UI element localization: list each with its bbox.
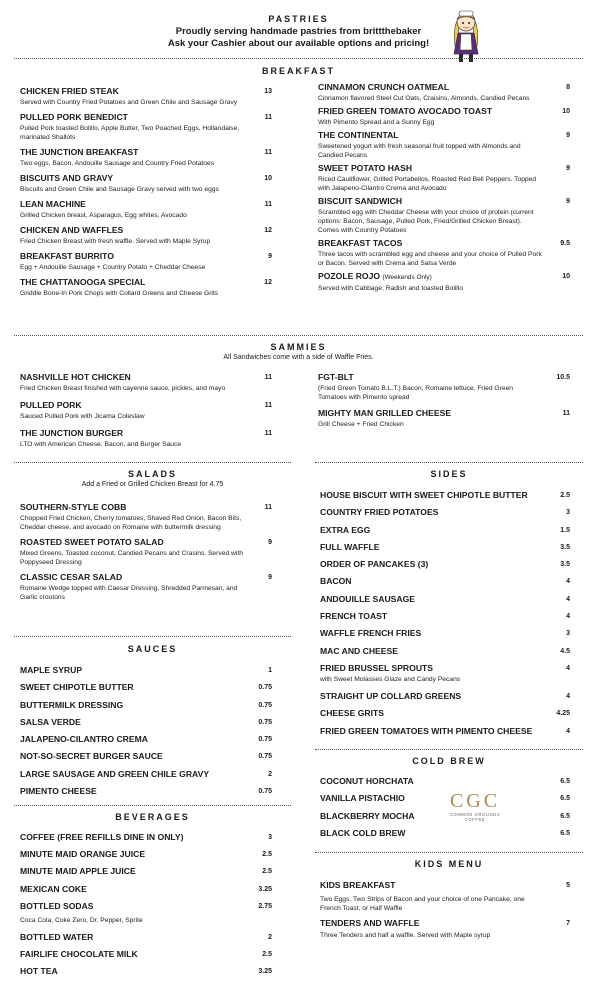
menu-item: MAPLE SYRUP 1	[20, 665, 272, 675]
menu-item: SWEET POTATO HASH 9 Riced Cauliflower, Grilled Portabellos, Roasted Red Bell Peppers. Topped with Jalapeno-Cilantro Crema and Avocado	[318, 163, 570, 192]
menu-item: THE JUNCTION BURGER 11 LTO with American Cheese, Bacon, and Burger Sauce	[20, 428, 272, 448]
menu-item: CHICKEN AND WAFFLES 12 Fried Chicken Breast with fresh waffle. Served with Maple Syrup	[20, 225, 272, 245]
header	[0, 14, 597, 50]
menu-item: THE CONTINENTAL 9 Sweetened yogurt with fresh seasonal fruit topped with Almonds and Candied Pecans	[318, 130, 570, 159]
sammies-header	[0, 342, 597, 361]
menu-item: BISCUIT SANDWICH 9 Scrambled egg with Cheddar Cheese with your choice of protein (current options: Bacon, Sausage, Pulled Pork, Fried/Grilled Chicken Breast). Comes with Country Potatoes	[318, 196, 570, 234]
menu-item: HOT TEA 3.25	[20, 966, 272, 977]
menu-item: CHICKEN FRIED STEAK 13 Served with Country Fried Potatoes and Green Chile and Sausage Gravy	[20, 86, 272, 106]
menu-item: BREAKFAST TACOS 9.5 Three tacos with scrambled egg and cheese and your choice of Pulled Pork or Bacon. Served with Crema and Salsa Verde	[318, 238, 570, 267]
sammies-title: SAMMIES	[270, 342, 327, 352]
divider	[315, 462, 583, 463]
menu-item: BOTTLED WATER 2	[20, 931, 272, 942]
menu-item: FRENCH TOAST 4	[320, 611, 570, 622]
menu-item: HOUSE BISCUIT WITH SWEET CHIPOTLE BUTTER 2.5	[320, 490, 570, 500]
menu-item: ROASTED SWEET POTATO SALAD 9 Mixed Greens, Toasted coconut, Candied Pecans and Crasins. Served with Poppyseed Dressing	[20, 537, 272, 566]
common-grounds-logo: CGC COMMON GROUNDS COFFEE	[449, 790, 501, 822]
sauces-title: SAUCES	[127, 644, 178, 654]
menu-item: COUNTRY FRIED POTATOES 3	[320, 507, 570, 518]
sides-column	[320, 490, 570, 743]
baker-mascot-illustration	[448, 8, 484, 64]
header-line-1: Proudly serving handmade pastries from brittthebaker	[175, 26, 422, 37]
menu-item: MINUTE MAID APPLE JUICE 2.5	[20, 866, 272, 877]
breakfast-title: BREAKFAST	[261, 66, 335, 76]
divider	[14, 462, 291, 463]
kids-menu-column	[320, 880, 570, 940]
menu-item: COFFEE (FREE REFILLS DINE IN ONLY) 3	[20, 832, 272, 842]
menu-item: ORDER OF PANCAKES (3) 3.5	[320, 559, 570, 570]
menu-item: SOUTHERN-STYLE COBB 11 Chopped Fried Chicken, Cherry tomatoes, Shaved Red Onion, Bacon Bits, Cheddar cheese, and avocado on Romaine with buttermilk dressing	[20, 502, 272, 531]
menu-item: TENDERS AND WAFFLE 7 Three Tenders and half a waffle. Served with Maple syrup	[320, 918, 570, 939]
menu-item: FAIRLIFE CHOCOLATE MILK 2.5	[20, 948, 272, 959]
menu-item: BLACK COLD BREW 6.5	[320, 827, 570, 838]
divider	[14, 636, 291, 637]
menu-item: FRIED BRUSSEL SPROUTS 4 with Sweet Molasses Glaze and Candy Pecans	[320, 662, 570, 683]
salads-header	[14, 469, 291, 488]
menu-item: MIGHTY MAN GRILLED CHEESE 11 Grill Cheese + Fried Chicken	[318, 408, 570, 428]
sammies-right-column	[318, 372, 570, 429]
menu-item: BUTTERMILK DRESSING 0.75	[20, 699, 272, 710]
kids-menu-title: KIDS MENU	[414, 859, 484, 869]
header-title: PASTRIES	[268, 14, 329, 24]
menu-item: PIMENTO CHEESE 0.75	[20, 786, 272, 797]
salads-column	[20, 502, 272, 602]
salads-title: SALADS	[127, 469, 177, 479]
menu-item: COCONUT HORCHATA 6.5	[320, 776, 570, 786]
menu-item: BREAKFAST BURRITO 9 Egg + Andouille Sausage + Country Potato + Cheddar Cheese	[20, 251, 272, 271]
menu-item: EXTRA EGG 1.5	[320, 524, 570, 535]
breakfast-left-column	[20, 86, 272, 298]
menu-item: VANILLA PISTACHIO 6.5	[320, 793, 570, 804]
sammies-left-column	[20, 372, 272, 449]
cold-brew-title: COLD BREW	[412, 756, 486, 766]
menu-item: MEXICAN COKE 3.25	[20, 883, 272, 894]
menu-item: PULLED PORK BENEDICT 11 Pulled Pork toasted Bolillo, Apple Butter, Two Poached Eggs, Hollandaise, marinated Shallots	[20, 112, 272, 141]
salads-note: Add a Fried or Grilled Chicken Breast for 4.75	[81, 481, 224, 488]
menu-item: LARGE SAUSAGE AND GREEN CHILE GRAVY 2	[20, 768, 272, 779]
menu-item: SALSA VERDE 0.75	[20, 716, 272, 727]
menu-item: FRIED GREEN TOMATO AVOCADO TOAST 10 With Pimento Spread and a Sunny Egg	[318, 106, 570, 126]
menu-item: BLACKBERRY MOCHA 6.5	[320, 810, 570, 821]
beverages-column	[20, 832, 272, 983]
menu-item: THE CHATTANOOGA SPECIAL 12 Griddle Bone-In Pork Chops with Collard Greens and Cheese Grits	[20, 277, 272, 297]
menu-item: FGT-BLT 10.5 (Fried Green Tomato B.L.T.) Bacon, Romaine lettuce, Fried Green Tomatoes with Pimento spread	[318, 372, 570, 401]
sauces-column	[20, 665, 272, 803]
divider	[315, 749, 583, 750]
menu-item: THE JUNCTION BREAKFAST 11 Two eggs, Bacon, Andouille Sausage and Country Fried Potatoes	[20, 147, 272, 167]
menu-item: PULLED PORK 11 Sauced Pulled Pork with Jicama Coleslaw	[20, 400, 272, 420]
menu-item: FULL WAFFLE 3.5	[320, 541, 570, 552]
menu-item: NASHVILLE HOT CHICKEN 11 Fried Chicken Breast finished with cayenne sauce, pickles, and mayo	[20, 372, 272, 392]
header-line-2: Ask your Cashier about our available options and pricing!	[167, 38, 430, 49]
menu-item: BISCUITS AND GRAVY 10 Biscuits and Green Chile and Sausage Gravy served with two eggs	[20, 173, 272, 193]
menu-item: CINNAMON CRUNCH OATMEAL 8 Cinnamon flavored Steel Cut Oats, Craisins, Almonds, Candied Pecans	[318, 82, 570, 102]
menu-item: POZOLE ROJO (Weekends Only) 10 Served with Cabbage, Radish and toasted Bolillo	[318, 271, 570, 292]
menu-item: SWEET CHIPOTLE BUTTER 0.75	[20, 682, 272, 693]
divider	[14, 805, 291, 806]
sides-title: SIDES	[430, 469, 468, 479]
menu-item: LEAN MACHINE 11 Grilled Chicken breast, Asparagus, Egg whites, Avocado	[20, 199, 272, 219]
menu-item: JALAPENO-CILANTRO CREMA 0.75	[20, 734, 272, 745]
breakfast-right-column	[318, 82, 570, 293]
beverages-title: BEVERAGES	[115, 812, 190, 822]
menu-item: FRIED GREEN TOMATOES WITH PIMENTO CHEESE 4	[320, 725, 570, 736]
divider	[315, 852, 583, 853]
menu-item: CLASSIC CESAR SALAD 9 Romaine Wedge topped with Caesar Dressing, Shredded Parmesan, and Garlic croutons	[20, 572, 272, 601]
menu-item: STRAIGHT UP COLLARD GREENS 4	[320, 690, 570, 701]
menu-item: WAFFLE FRENCH FRIES 3	[320, 628, 570, 639]
menu-item: MINUTE MAID ORANGE JUICE 2.5	[20, 849, 272, 860]
menu-item: NOT-SO-SECRET BURGER SAUCE 0.75	[20, 751, 272, 762]
menu-item: KIDS BREAKFAST 5 Two Eggs, Two Strips of Bacon and your choice of one Pancake, one French Toast, or Half Waffle	[320, 880, 570, 912]
sammies-note: All Sandwiches come with a side of Waffle Fries.	[223, 354, 374, 361]
menu-item: BOTTLED SODAS 2.75 Coca Cola, Coke Zero, Dr. Pepper, Sprite	[20, 900, 272, 924]
divider	[14, 58, 583, 59]
menu-item: ANDOUILLE SAUSAGE 4	[320, 593, 570, 604]
divider	[14, 335, 583, 336]
menu-item: CHEESE GRITS 4.25	[320, 708, 570, 719]
menu-item: MAC AND CHEESE 4.5	[320, 645, 570, 656]
menu-item: BACON 4	[320, 576, 570, 587]
